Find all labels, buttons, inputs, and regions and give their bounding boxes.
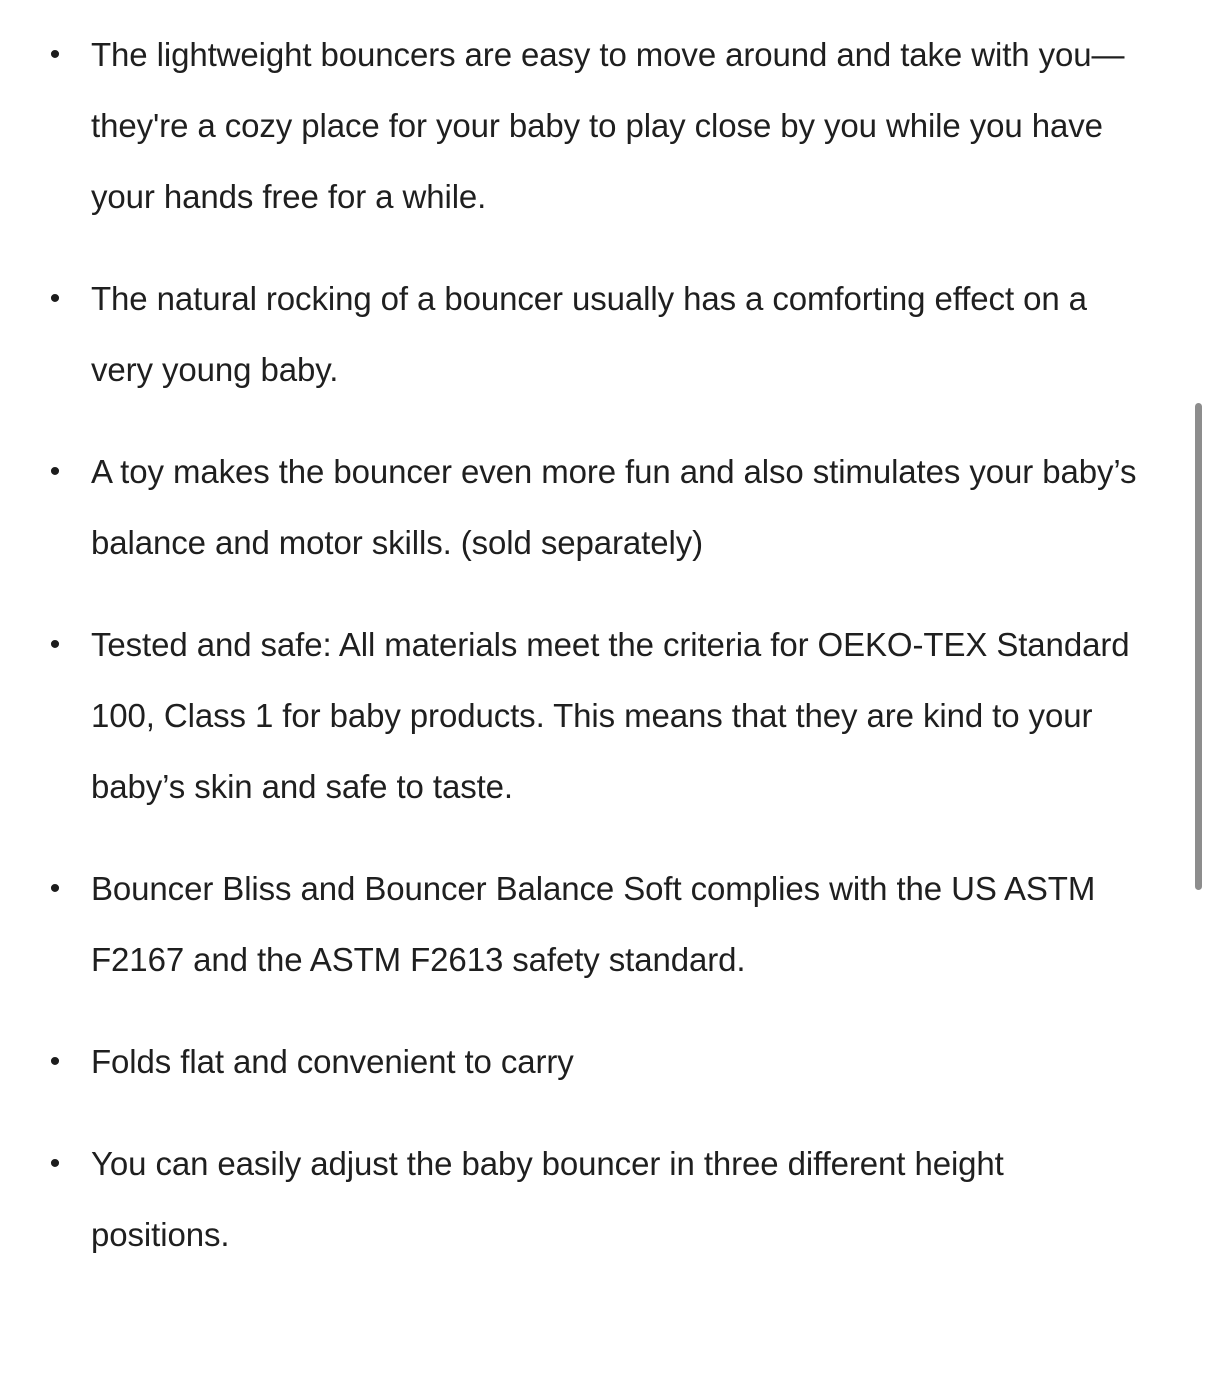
- bullet-icon: •: [49, 1147, 61, 1180]
- list-item-text: You can easily adjust the baby bouncer in three different height positions.: [91, 1145, 1004, 1253]
- list-item: [0, 436, 1206, 578]
- bullet-icon: •: [49, 872, 61, 905]
- bullet-icon: •: [49, 282, 61, 315]
- list-item-text: Folds flat and convenient to carry: [91, 1043, 574, 1080]
- list-item: [0, 19, 1206, 232]
- bullet-icon: •: [49, 455, 61, 488]
- bullet-icon: •: [49, 628, 61, 661]
- bullet-icon: •: [49, 1045, 61, 1078]
- list-item: [0, 853, 1206, 995]
- list-item-text: Bouncer Bliss and Bouncer Balance Soft complies with the US ASTM F2167 and the ASTM F2613 safety standard.: [91, 870, 1096, 978]
- list-item-text: The natural rocking of a bouncer usually has a comforting effect on a very young baby.: [91, 280, 1087, 388]
- scrollbar-thumb[interactable]: [1195, 403, 1202, 890]
- bullet-icon: •: [49, 38, 61, 71]
- scrollbar[interactable]: [1192, 0, 1206, 1375]
- list-item: [0, 609, 1206, 822]
- product-feature-list: [0, 19, 1206, 1270]
- list-item: [0, 1128, 1206, 1270]
- list-item-text: A toy makes the bouncer even more fun and also stimulates your baby’s balance and motor skills. (sold separately): [91, 453, 1137, 561]
- list-item: [0, 263, 1206, 405]
- list-item-text: The lightweight bouncers are easy to move around and take with you—they're a cozy place for your baby to play close by you while you have your hands free for a while.: [91, 36, 1125, 215]
- list-item: [0, 1026, 1206, 1097]
- list-item-text: Tested and safe: All materials meet the criteria for OEKO-TEX Standard 100, Class 1 for baby products. This means that they are kind to your baby’s skin and safe to taste.: [91, 626, 1130, 805]
